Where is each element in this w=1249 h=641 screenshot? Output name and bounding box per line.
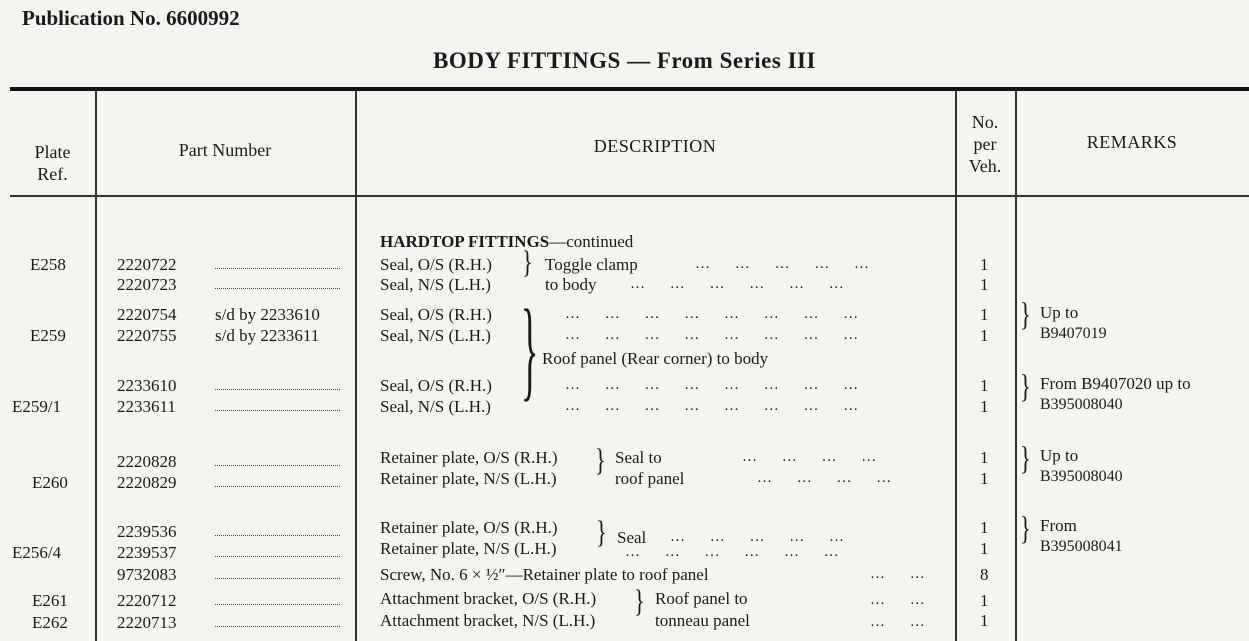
description: Seal, N/S (L.H.) — [380, 397, 491, 416]
remark: B9407019 — [1040, 325, 1107, 342]
header-description: DESCRIPTION — [593, 136, 717, 156]
description: Seal, N/S (L.H.) — [380, 326, 491, 345]
header-part-number: Part Number — [178, 140, 272, 160]
leader-dots — [215, 256, 340, 269]
brace-close: } — [1020, 510, 1031, 547]
part-number: 2220723 — [117, 275, 177, 294]
part-number: 2220713 — [117, 613, 177, 632]
group-description: Roof panel to — [655, 589, 748, 608]
group-description: to body — [545, 275, 597, 294]
brace-close: } — [521, 288, 539, 412]
remark: From — [1040, 516, 1077, 535]
part-number: 2220829 — [117, 473, 177, 492]
leader-dots — [215, 523, 340, 536]
remark: Up to — [1040, 303, 1079, 322]
description: Retainer plate, N/S (L.H.) — [380, 539, 557, 558]
leader-ellipsis: … … — [870, 566, 926, 582]
leader-ellipsis: … … … … … … … … — [565, 327, 860, 343]
quantity: 1 — [980, 255, 989, 274]
brace-close: } — [522, 245, 533, 280]
superseded-by: s/d by 2233610 — [215, 305, 320, 324]
part-number: 9732083 — [117, 565, 177, 584]
group-description: Roof panel (Rear corner) to body — [542, 349, 769, 368]
leader-ellipsis: … … … … — [757, 470, 893, 486]
leader-dots — [215, 614, 340, 627]
leader-dots — [215, 474, 340, 487]
quantity: 1 — [980, 611, 989, 630]
description: Seal, O/S (R.H.) — [380, 376, 492, 395]
quantity: 1 — [980, 539, 989, 558]
description: Retainer plate, N/S (L.H.) — [380, 469, 557, 488]
part-number: 2233610 — [117, 376, 177, 395]
part-number: 2239537 — [117, 543, 177, 562]
column-divider — [1015, 91, 1017, 641]
brace-close: } — [1020, 368, 1031, 405]
description: Seal, O/S (R.H.) — [380, 305, 492, 324]
header-bottom-rule — [10, 195, 1249, 197]
quantity: 1 — [980, 376, 989, 395]
plate-ref: E261 — [32, 591, 68, 610]
leader-ellipsis: … … … … … … … … — [565, 306, 860, 322]
quantity: 1 — [980, 275, 989, 294]
group-description: tonneau panel — [655, 611, 750, 630]
remark: Up to — [1040, 446, 1079, 465]
part-number: 2220755 — [117, 326, 177, 345]
leader-ellipsis: … … — [870, 592, 926, 608]
description: Attachment bracket, N/S (L.H.) — [380, 611, 596, 630]
brace-close: } — [595, 443, 606, 478]
brace-close: } — [1020, 440, 1031, 477]
plate-ref: E259/1 — [12, 397, 62, 416]
part-number: 2220712 — [117, 591, 177, 610]
description: Seal, O/S (R.H.) — [380, 255, 492, 274]
leader-dots — [215, 592, 340, 605]
leader-ellipsis: … … … … … … — [625, 544, 840, 560]
superseded-by: s/d by 2233611 — [215, 326, 320, 345]
leader-dots — [215, 398, 340, 411]
plate-ref: E260 — [32, 473, 68, 492]
leader-dots — [215, 276, 340, 289]
part-number: 2220828 — [117, 452, 177, 471]
leader-ellipsis: … … … … … — [695, 256, 870, 272]
remark: B395008040 — [1040, 396, 1123, 413]
remark: B395008041 — [1040, 538, 1123, 555]
section-heading: HARDTOP FITTINGS—continued — [380, 232, 634, 251]
header-rule — [10, 87, 1249, 91]
plate-ref: E256/4 — [12, 543, 62, 562]
description: Retainer plate, O/S (R.H.) — [380, 448, 558, 467]
publication-number: Publication No. 6600992 — [22, 6, 240, 30]
description: Attachment bracket, O/S (R.H.) — [380, 589, 597, 608]
description: Retainer plate, O/S (R.H.) — [380, 518, 558, 537]
leader-ellipsis: … … … … … — [670, 529, 845, 545]
group-description: Seal — [617, 528, 647, 547]
quantity: 1 — [980, 305, 989, 324]
quantity: 1 — [980, 591, 989, 610]
quantity: 1 — [980, 397, 989, 416]
quantity: 1 — [980, 448, 989, 467]
group-description: roof panel — [615, 469, 685, 488]
quantity: 1 — [980, 518, 989, 537]
leader-ellipsis: … … … … … … … … — [565, 398, 860, 414]
plate-ref: E258 — [30, 255, 66, 274]
quantity: 1 — [980, 326, 989, 345]
part-number: 2233611 — [117, 397, 176, 416]
leader-dots — [215, 544, 340, 557]
column-divider — [95, 91, 97, 641]
description: Screw, No. 6 × ½″—Retainer plate to roof panel — [380, 565, 709, 584]
plate-ref: E259 — [30, 326, 66, 345]
part-number: 2220754 — [117, 305, 177, 324]
leader-dots — [215, 377, 340, 390]
remark: From B9407020 up to — [1040, 374, 1191, 393]
part-number: 2239536 — [117, 522, 177, 541]
quantity: 1 — [980, 469, 989, 488]
group-description: Seal to — [615, 448, 662, 467]
leader-ellipsis: … … — [870, 614, 926, 630]
brace-close: } — [596, 515, 607, 550]
description: Seal, N/S (L.H.) — [380, 275, 491, 294]
remark: B395008040 — [1040, 468, 1123, 485]
quantity: 8 — [980, 565, 989, 584]
brace-close: } — [634, 584, 645, 619]
leader-ellipsis: … … … … — [742, 449, 878, 465]
leader-dots — [215, 453, 340, 466]
part-number: 2220722 — [117, 255, 177, 274]
group-description: Toggle clamp — [545, 255, 638, 274]
header-plate-ref: Plate Ref. — [34, 142, 71, 184]
header-remarks: REMARKS — [1086, 132, 1178, 152]
leader-dots — [215, 566, 340, 579]
page-title: BODY FITTINGS — From Series III — [433, 48, 816, 73]
header-no-per-veh: No. per Veh. — [968, 112, 1002, 176]
plate-ref: E262 — [32, 613, 68, 632]
leader-ellipsis: … … … … … … — [630, 276, 845, 292]
column-divider — [355, 91, 357, 641]
leader-ellipsis: … … … … … … … … — [565, 377, 860, 393]
brace-close: } — [1020, 296, 1031, 333]
